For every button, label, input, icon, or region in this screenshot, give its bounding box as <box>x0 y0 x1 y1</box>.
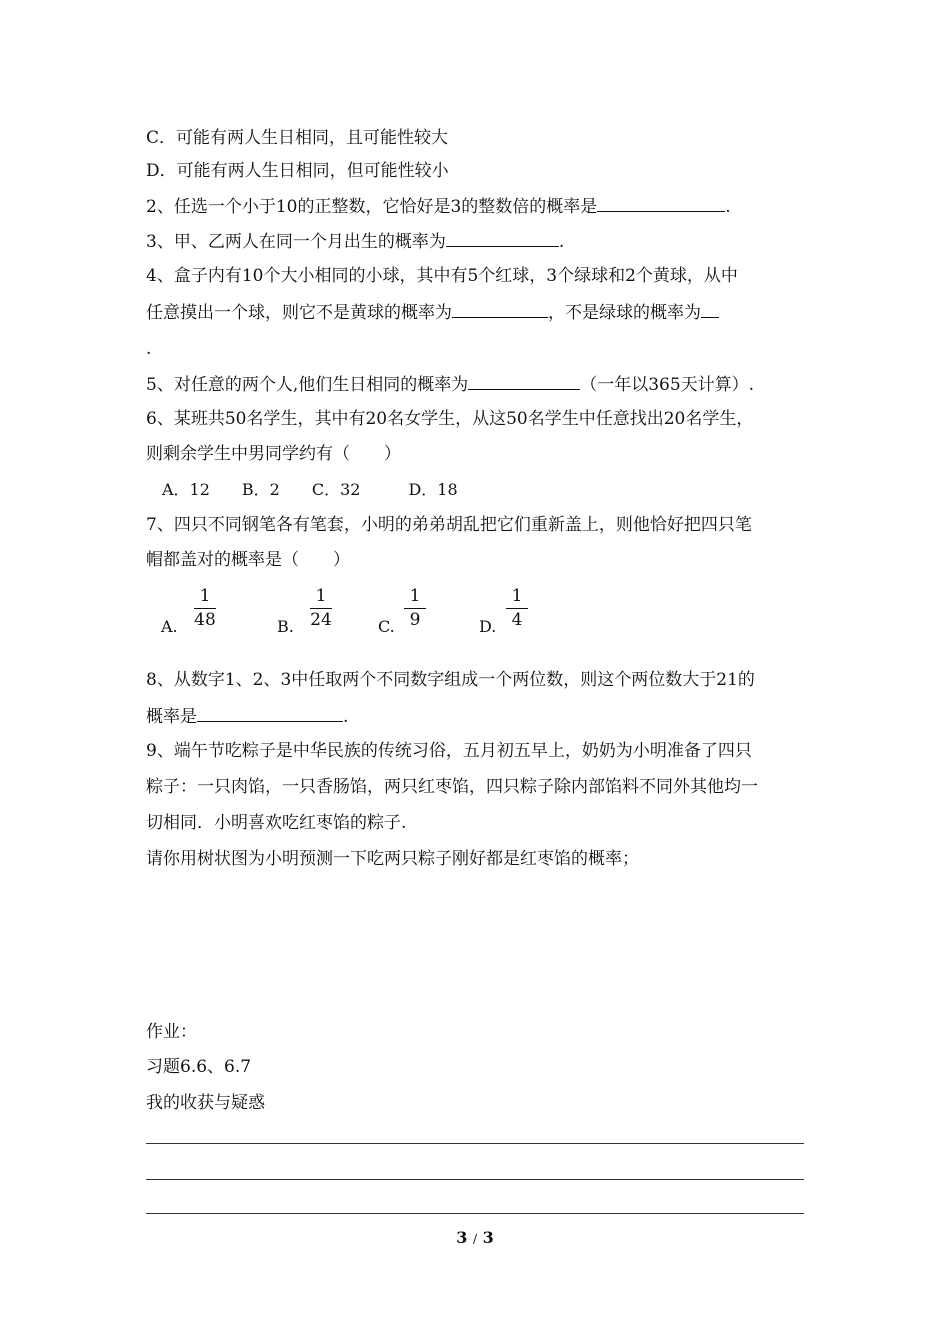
question-7-line-1: 7、四只不同钢笔各有笔套，小明的弟弟胡乱把它们重新盖上，则他恰好把四只笔 <box>146 515 752 535</box>
option-c-fraction <box>400 586 430 630</box>
answer-blank <box>446 230 559 247</box>
fraction-denominator: 24 <box>310 610 332 630</box>
option-b-fraction <box>306 586 336 630</box>
question-4-line-3: . <box>146 339 152 359</box>
writing-line <box>146 1143 804 1144</box>
question-3-text: 3、甲、乙两人在同一个月出生的概率为 <box>146 232 446 252</box>
question-2 <box>146 195 731 218</box>
option-a-fraction <box>190 586 220 630</box>
homework-heading: 作业： <box>146 1022 197 1042</box>
answer-blank <box>597 195 725 212</box>
question-6-options: A．12 B．2 C．32 D．18 <box>162 480 458 499</box>
fraction-numerator: 1 <box>315 586 327 606</box>
answer-blank <box>468 373 580 390</box>
question-6-line-1: 6、某班共50名学生，其中有20名女学生，从这50名学生中任意找出20名学生， <box>146 409 754 429</box>
fraction-numerator: 1 <box>409 586 421 606</box>
question-3-end: . <box>558 232 565 252</box>
fraction-denominator: 9 <box>409 610 421 630</box>
question-2-end: . <box>725 197 731 217</box>
question-9-line-2: 粽子：一只肉馅，一只香肠馅，两只红枣馅，四只粽子除内部馅料不同外其他均一 <box>146 777 758 797</box>
question-5 <box>146 373 754 396</box>
fraction-denominator: 4 <box>511 610 523 630</box>
question-7-line-2: 帽都盖对的概率是（ ） <box>146 550 350 570</box>
page-separator: / <box>472 1232 478 1246</box>
total-pages: 3 <box>482 1228 494 1247</box>
question-8-line-1: 8、从数字1、2、3中任取两个不同数字组成一个两位数，则这个两位数大于21的 <box>146 670 755 690</box>
question-8-line-2 <box>146 705 348 728</box>
question-5-text: 5、对任意的两个人,他们生日相同的概率为 <box>146 375 469 395</box>
fraction-numerator: 1 <box>511 586 523 606</box>
question-8-end: . <box>343 707 349 727</box>
writing-line <box>146 1179 804 1180</box>
line-option-c: C．可能有两人生日相同，且可能性较大 <box>146 128 449 148</box>
question-3 <box>146 230 564 253</box>
option-d-fraction <box>502 586 532 630</box>
reflection-heading: 我的收获与疑惑 <box>146 1093 265 1113</box>
question-4-text: 任意摸出一个球，则它不是黄球的概率为 <box>146 303 452 323</box>
line-option-d: D．可能有两人生日相同，但可能性较小 <box>146 161 449 181</box>
question-4-line-1: 4、盒子内有10个大小相同的小球，其中有5个红球，3个绿球和2个黄球，从中 <box>146 266 738 286</box>
fraction-denominator: 48 <box>194 610 216 630</box>
homework-exercises: 习题6.6、6.7 <box>146 1057 252 1077</box>
question-9-line-1: 9、端午节吃粽子是中华民族的传统习俗，五月初五早上，奶奶为小明准备了四只 <box>146 741 752 761</box>
option-a-label: A. <box>161 617 178 636</box>
option-c-label: C. <box>378 617 395 636</box>
option-d-label: D. <box>479 617 497 636</box>
question-6-line-2: 则剩余学生中男同学约有（ ） <box>146 444 401 464</box>
writing-line <box>146 1213 804 1214</box>
question-5-end: （一年以365天计算）. <box>580 375 755 395</box>
fraction-numerator: 1 <box>199 586 211 606</box>
page-number <box>0 1228 950 1247</box>
current-page: 3 <box>456 1228 468 1247</box>
answer-blank <box>452 301 548 318</box>
question-9-line-4: 请你用树状图为小明预测一下吃两只粽子刚好都是红枣馅的概率； <box>146 849 639 869</box>
question-9-line-3: 切相同．小明喜欢吃红枣馅的粽子. <box>146 813 407 833</box>
question-8-text: 概率是 <box>146 707 197 727</box>
answer-blank <box>197 705 343 722</box>
option-b-label: B. <box>277 617 294 636</box>
question-2-text: 2、任选一个小于10的正整数，它恰好是3的整数倍的概率是 <box>146 197 598 217</box>
question-4-line-2 <box>146 301 719 324</box>
question-4-mid: ，不是绿球的概率为 <box>548 303 701 323</box>
answer-blank <box>701 301 719 318</box>
